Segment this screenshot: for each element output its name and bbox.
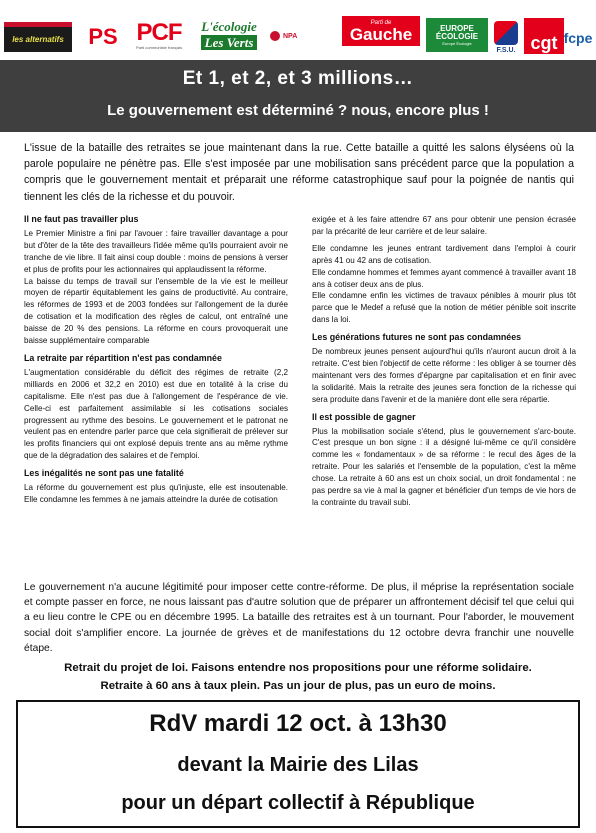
right-column [312,214,576,509]
paragraph: Elle condamne enfin les victimes de travaux pénibles à mourir plus tôt parce que le Medef a refusé que la notion de métier pénible soit inscrite dans la loi. [312,291,576,325]
logo-cgt-text: cgt [530,33,558,53]
demands-block [0,660,596,695]
rendezvous-destination: pour un départ collectif à République [121,792,475,814]
rendezvous-place: devant la Mairie des Lilas [177,754,419,776]
logo-strip [0,0,596,60]
logo-cgt [524,18,564,54]
section-heading-inegalites: Les inégalités ne sont pas une fatalité [24,468,184,479]
rendezvous-box [16,700,580,828]
logo-fsu-text: F.S.U. [496,47,516,54]
logo-gauche-small: Parti de [370,19,392,26]
npa-megaphone-icon [270,31,280,41]
paragraph: Elle condamne hommes et femmes ayant commencé à travailler avant 18 ans à cotiser deux ans de plus. [312,267,576,289]
paragraph: Plus la mobilisation sociale s'étend, plus le gouvernement s'arc-boute. C'est presque un bon signe : il a désigné lui-même ce qu'il considère comme les « fondamentaux » de sa réforme : le recul des âges de la retraite. Pour les salariés et l'ensemble de la population, c'est la même chose. La retraite à 60 ans est un choix social, un droit fondamental : ne pas perdre sa vie à mal la gagner et bénéficier d'un temps de vie hors de la contrainte du travail subi. [312,426,576,507]
logo-eco-line2: ÉCOLOGIE [435,31,479,41]
logo-les-alternatifs [4,22,72,52]
logo-parti-de-gauche [342,16,420,46]
logo-ps-text: PS [88,24,118,49]
logo-europe-ecologie [426,18,488,52]
headline-banner [0,60,596,132]
rendezvous-date: RdV mardi 12 oct. à 13h30 [149,710,447,737]
logo-verts-line2: Les Verts [201,35,258,50]
section-heading-repartition: La retraite par répartition n'est pas condamnée [24,352,222,363]
left-column [24,214,288,506]
logo-eco-line3: Europe Écologie [442,40,472,46]
logo-les-alternatifs-text: les alternatifs [12,34,64,44]
logo-pcf-text: PCF [136,18,182,46]
paragraph: Le Premier Ministre a fini par l'avouer : faire travailler davantage a pour but d'ôter de la tête des travailleurs l'idée même qu'ils pourraient avoir ne tranche de vie libre. Il fait ainsi coup double : moins de pensions à verser et plus de profits pour les actionnaires qui applaudissent la réforme. [24,228,288,274]
fsu-emblem-icon [494,21,518,45]
paragraph: La baisse du temps de travail sur l'ensemble de la vie est le meilleur moyen de répartir équitablement les gains de productivité. Au contraire, les réformes de 1993 et de 2003 fondées sur l'allongement de la durée de cotisation et la modification des règles de calcul, ont entraîné une baisse de 20 % des pensions. La réforme en cours provoquerait une baisse supplémentaire comparable [24,276,288,346]
headline-subtitle: Le gouvernement est déterminé ? nous, encore plus ! [107,102,489,119]
paragraph: De nombreux jeunes pensent aujourd'hui qu'ils n'auront aucun droit à la retraite. C'est bien l'objectif de cette réforme : les obliger à se tourner dès maintenant vers des formes d'épargne par capitalisation et en finir avec la solidarité. Mais la retraite des jeunes sera fonction de la richesse qui sera produite dans l'avenir et de la manière dont elle sera répartie. [312,347,576,404]
logo-fcpe [562,24,594,52]
paragraph: Elle condamne les jeunes entrant tardivement dans l'emploi à courir après 41 ou 42 ans de cotisation. [312,243,576,265]
logo-fcpe-text: fcpe [563,30,593,46]
section-heading-travailler: Il ne faut pas travailler plus [24,214,139,224]
demand-line-2: Retraite à 60 ans à taux plein. Pas un jour de plus, pas un euro de moins. [100,679,496,692]
logo-les-verts [192,17,266,53]
logo-verts-line1: L'écologie [201,19,257,34]
logo-fsu [492,16,520,54]
demand-line-1: Retrait du projet de loi. Faisons entendre nos propositions pour une réforme solidaire. [64,662,532,674]
logo-npa-text: NPA [283,32,298,40]
paragraph: L'augmentation considérable du déficit des régimes de retraite (2,2 milliards en 2006 et 32,2 en 2010) est due en totalité à la crise du capitalisme. Elle n'est pas due à l'allongement de l'espérance de vie. Celle-ci est parfaitement assimilable si les cotisations sociales progressent au rythme des besoins. Le gouvernement et le patronat ne veulent pas en entendre parler parce que cela signifierait de prélever sur les profits financiers qui ont explosé depuis trente ans au même rythme que de la dégradation des salaires et de l'emploi. [24,367,288,461]
paragraph: exigée et à les faire attendre 67 ans pour obtenir une pension écrasée par la précarité de leur carrière et de leur salaire. [312,215,576,236]
outro-paragraph: Le gouvernement n'a aucune légitimité pour imposer cette contre-réforme. De plus, il méprise la représentation sociale et compte passer en force, ne nous laissant pas d'autre solution que de préparer un affrontement décisif tel que celui qui a eu lieu contre le CPE ou en décembre 1995. La bataille des retraites est à un tournant. Pour l'aborder, le mouvement social doit s'amplifier encore. La journée de grèves et de manifestations du 12 octobre devra franchir une nouvelle étape. [24,582,574,654]
logo-pcf-tagline: Parti communiste français [135,44,182,50]
section-heading-gagner: Il est possible de gagner [312,411,416,422]
intro-paragraph: L'issue de la bataille des retraites se joue maintenant dans la rue. Cette bataille a quitté les salons élyséens où la parole populaire ne pénètre pas. Elle s'est imposée par une mobilisation sans précédent parce que la population a compris que le gouvernement mentait et préparait une réforme catastrophique sauf pour la poignée de nantis qui tiennent les clés de la richesse et du pouvoir. [24,142,574,203]
logo-eco-line1: EUROPE [440,23,474,33]
logo-ps [80,22,126,52]
headline-title: Et 1, et 2, et 3 millions… [182,68,414,89]
paragraph: La réforme du gouvernement est plus qu'injuste, elle est insoutenable. Elle condamne les femmes à ne jamais atteindre la durée de cotisation [24,483,288,504]
logo-pcf [130,18,188,52]
logo-gauche-big: Gauche [349,24,413,44]
logo-npa [270,24,338,48]
section-heading-generations: Les générations futures ne sont pas condamnées [312,332,522,343]
